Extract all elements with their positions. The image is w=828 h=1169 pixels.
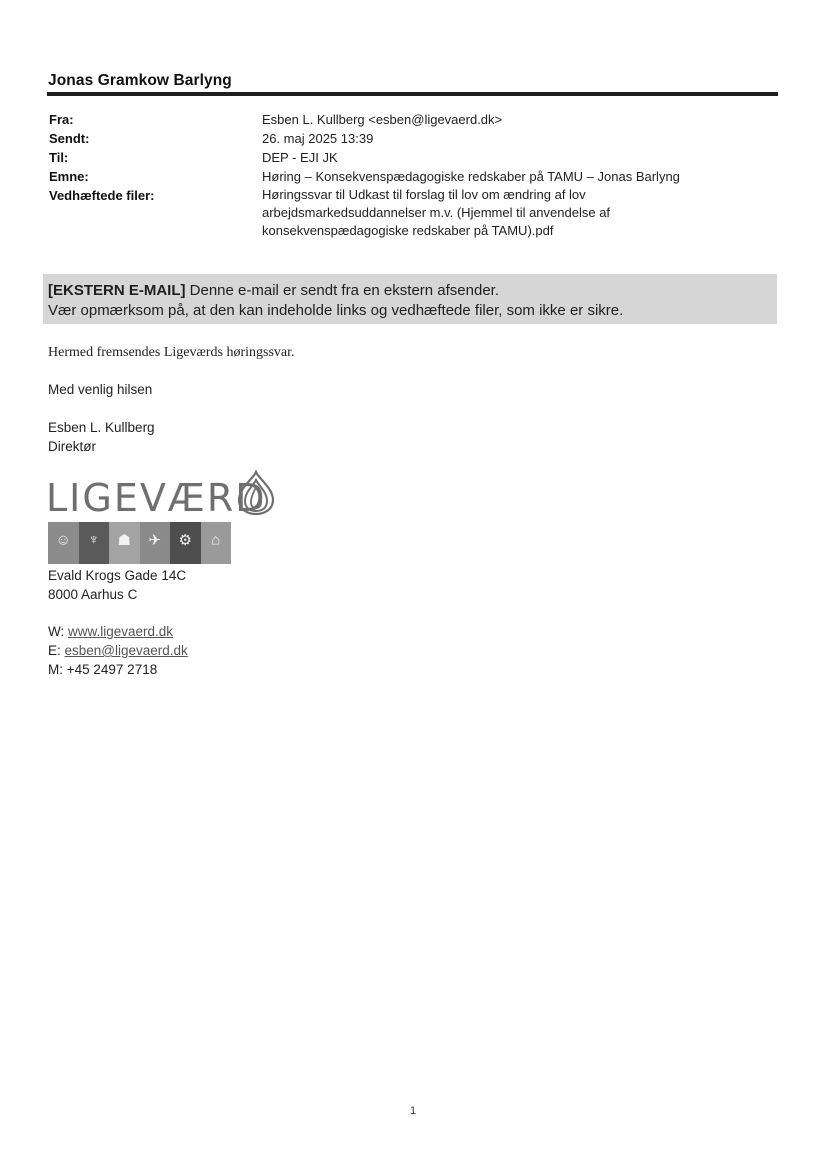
mobile-label: M:: [48, 662, 67, 677]
owner-rule: [47, 92, 778, 96]
onion-leaf-icon: [233, 470, 279, 516]
rocket-icon: ✈: [148, 531, 162, 549]
from-value: Esben L. Kullberg <esben@ligevaerd.dk>: [262, 112, 503, 127]
signature-tile-strip: [48, 522, 231, 564]
attachments-label: Vedhæftede filer:: [49, 188, 155, 203]
mobile-line: [48, 660, 157, 679]
sent-label: Sendt:: [49, 131, 90, 146]
signature-tile-5: [170, 522, 201, 564]
attachment-line-3[interactable]: konsekvenspædagogiske redskaber på TAMU).pdf: [262, 223, 554, 238]
subject-value: Høring – Konsekvenspædagogiske redskaber på TAMU – Jonas Barlyng: [262, 169, 680, 184]
sender-name: Esben L. Kullberg: [48, 420, 155, 435]
from-label: Fra:: [49, 112, 74, 127]
address-line-2: 8000 Aarhus C: [48, 587, 138, 602]
email-link[interactable]: esben@ligevaerd.dk: [64, 643, 188, 658]
sent-value: 26. maj 2025 13:39: [262, 131, 374, 146]
house-icon: ⌂: [211, 531, 221, 549]
body-greeting: Med venlig hilsen: [48, 382, 153, 397]
bag-icon: ☗: [117, 531, 131, 549]
figure-icon: ♆: [88, 531, 100, 549]
ligevaerd-logo-text: LIGEVÆRD: [46, 476, 267, 520]
web-link[interactable]: www.ligevaerd.dk: [68, 624, 174, 639]
email-line: [48, 641, 188, 660]
signature-tile-4: [140, 522, 171, 564]
subject-label: Emne:: [49, 169, 89, 184]
signature-tile-6: [201, 522, 232, 564]
warning-line-1: [48, 281, 777, 301]
attachment-line-1[interactable]: Høringssvar til Udkast til forslag til lov om ændring af lov: [262, 187, 586, 202]
attachment-line-2[interactable]: arbejdsmarkedsuddannelser m.v. (Hjemmel til anvendelse af: [262, 205, 611, 220]
signature-tile-3: [109, 522, 140, 564]
to-label: Til:: [49, 150, 69, 165]
owner-name: Jonas Gramkow Barlyng: [48, 72, 232, 89]
page-number: 1: [410, 1105, 417, 1117]
warning-text-1: Denne e-mail er sendt fra en ekstern afsender.: [185, 282, 500, 299]
to-value: DEP - EJI JK: [262, 150, 338, 165]
web-label: W:: [48, 624, 68, 639]
email-label: E:: [48, 643, 65, 658]
mobile-value: +45 2497 2718: [66, 662, 158, 677]
warning-line-2: Vær opmærksom på, at den kan indeholde links og vedhæftede filer, som ikke er sikre.: [48, 302, 624, 319]
body-intro: Hermed fremsendes Ligeværds høringssvar.: [48, 345, 295, 360]
web-line: [48, 622, 173, 641]
external-email-warning: [43, 274, 777, 324]
address-line-1: Evald Krogs Gade 14C: [48, 568, 187, 583]
sender-title: Direktør: [48, 439, 96, 454]
signature-tile-2: [79, 522, 110, 564]
gears-icon: ⚙: [178, 531, 192, 549]
warning-tag: [EKSTERN E-MAIL]: [48, 282, 186, 299]
people-icon: ☺: [55, 531, 71, 549]
signature-tile-1: [48, 522, 79, 564]
